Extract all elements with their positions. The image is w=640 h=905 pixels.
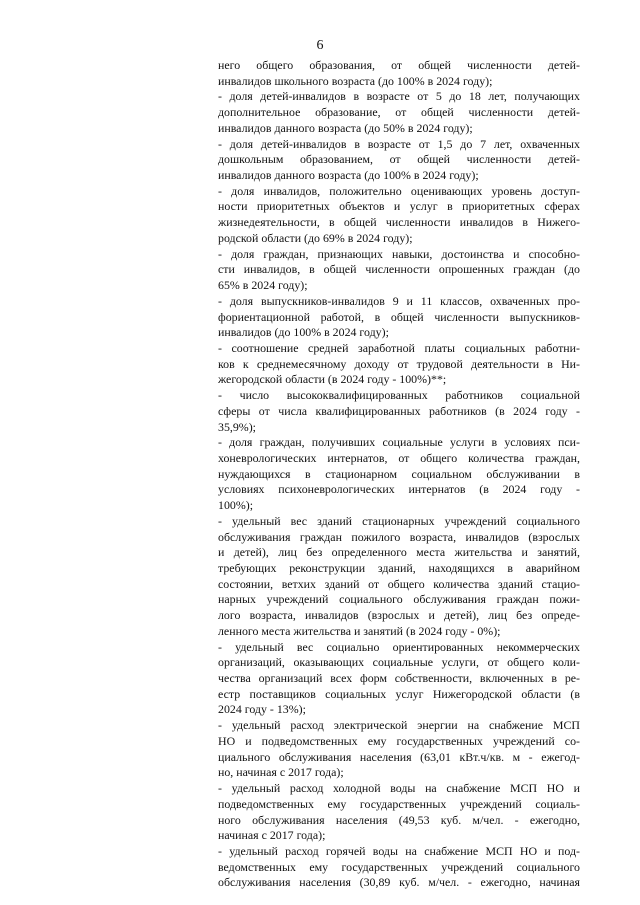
text-line: начиная с 2017 года); xyxy=(218,828,326,843)
text-line: 100%); xyxy=(218,498,254,513)
text-line: хоневрологических интернатов, от общего количества граждан, xyxy=(218,450,580,465)
document-body xyxy=(218,58,580,891)
text-line: НО и подведомственных ему государственных учреждений со- xyxy=(218,733,580,748)
text-line: - удельный расход холодной воды на снабжение МСП НО и xyxy=(218,781,580,796)
text-line: обслуживания населения (30,89 куб. м/чел. - ежегодно, начиная xyxy=(218,875,580,890)
text-line: него общего образования, от общей численности детей- xyxy=(218,58,580,72)
text-line: ного обслуживания населения (49,53 куб. м/чел. - ежегодно, xyxy=(218,812,580,827)
page-number: 6 xyxy=(316,38,324,53)
text-line: дошкольным образованием, от общей численности детей- xyxy=(218,152,580,167)
text-line: - удельный расход электрической энергии на снабжение МСП xyxy=(218,718,580,733)
text-line: нарных учреждений социального обслуживания граждан пожи- xyxy=(218,592,580,607)
text-line: 35,9%); xyxy=(218,419,256,434)
text-line: сферы от числа квалифицированных работников (в 2024 году - xyxy=(218,403,580,418)
text-line: - доля детей-инвалидов в возрасте от 1,5 до 7 лет, охваченных xyxy=(218,136,580,151)
text-line: родской области (до 69% в 2024 году); xyxy=(218,230,413,245)
text-line: но, начиная с 2017 года); xyxy=(218,765,344,780)
text-line: - доля выпускников-инвалидов 9 и 11 классов, охваченных про- xyxy=(218,293,580,308)
text-line: циального обслуживания населения (63,01 кВт.ч/кв. м - ежегод- xyxy=(218,749,580,764)
text-line: сти инвалидов, в общей численности опрошенных граждан (до xyxy=(218,262,580,277)
text-line: требующих реконструкции зданий, находящихся в аварийном xyxy=(218,561,580,575)
text-line: дополнительное образование, от общей численности детей- xyxy=(218,105,580,120)
text-line: - доля граждан, получивших социальные услуги в условиях пси- xyxy=(218,435,580,450)
text-line: - число высококвалифицированных работников социальной xyxy=(218,388,580,403)
text-line: лого возраста, инвалидов (взрослых и детей), лиц без опреде- xyxy=(218,608,580,623)
text-line: 2024 году - 13%); xyxy=(218,702,306,717)
text-line: - доля граждан, признающих навыки, достоинства и способно- xyxy=(218,246,580,261)
text-line: инвалидов (до 100% в 2024 году); xyxy=(218,325,389,340)
text-line: чества организаций всех форм собственности, включенных в ре- xyxy=(218,671,580,686)
text-line: - соотношение средней заработной платы социальных работни- xyxy=(218,340,580,355)
text-line: жегородской области (в 2024 году - 100%)**; xyxy=(218,372,447,387)
text-line: условиях психоневрологических интернатов (в 2024 году - xyxy=(218,482,580,497)
text-line: ности приоритетных объектов и услуг в приоритетных сферах xyxy=(218,199,580,214)
text-line: нуждающихся в стационарном социальном обслуживании в xyxy=(218,466,580,481)
text-line: обслуживания граждан пожилого возраста, инвалидов (взрослых xyxy=(218,529,580,544)
text-line: ленного места жительства и занятий (в 2024 году - 0%); xyxy=(218,623,501,638)
text-line: инвалидов данного возраста (до 50% в 2024 году); xyxy=(218,120,473,135)
text-line: - доля инвалидов, положительно оценивающих уровень доступ- xyxy=(218,183,580,198)
text-line: ведомственных ему государственных учреждений социального xyxy=(218,859,580,874)
text-line: инвалидов школьного возраста (до 100% в 2024 году); xyxy=(218,73,493,88)
text-line: - удельный вес зданий стационарных учреждений социального xyxy=(218,513,580,528)
text-line: фориентационной работой, в общей численности выпускников- xyxy=(218,309,580,324)
text-line: 65% в 2024 году); xyxy=(218,278,308,293)
text-line: состоянии, ветхих зданий от общего количества зданий стацио- xyxy=(218,576,580,591)
text-line: подведомственных ему государственных учреждений социаль- xyxy=(218,796,580,811)
text-line: организаций, оказывающих социальные услуги, от общего коли- xyxy=(218,655,580,670)
text-line: ков к среднемесячному доходу от трудовой деятельности в Ни- xyxy=(218,356,580,371)
text-line: - удельный вес социально ориентированных некоммерческих xyxy=(218,639,580,654)
text-line: и детей), лиц без определенного места жительства и занятий, xyxy=(218,545,580,560)
text-line: - доля детей-инвалидов в возрасте от 5 до 18 лет, получающих xyxy=(218,89,580,104)
text-line: - удельный расход горячей воды на снабжение МСП НО и под- xyxy=(218,843,580,858)
text-line: естр поставщиков социальных услуг Нижегородской области (в xyxy=(218,686,580,701)
text-line: инвалидов данного возраста (до 100% в 2024 году); xyxy=(218,168,479,183)
text-line: жизнедеятельности, в общей численности инвалидов в Нижего- xyxy=(218,215,580,230)
